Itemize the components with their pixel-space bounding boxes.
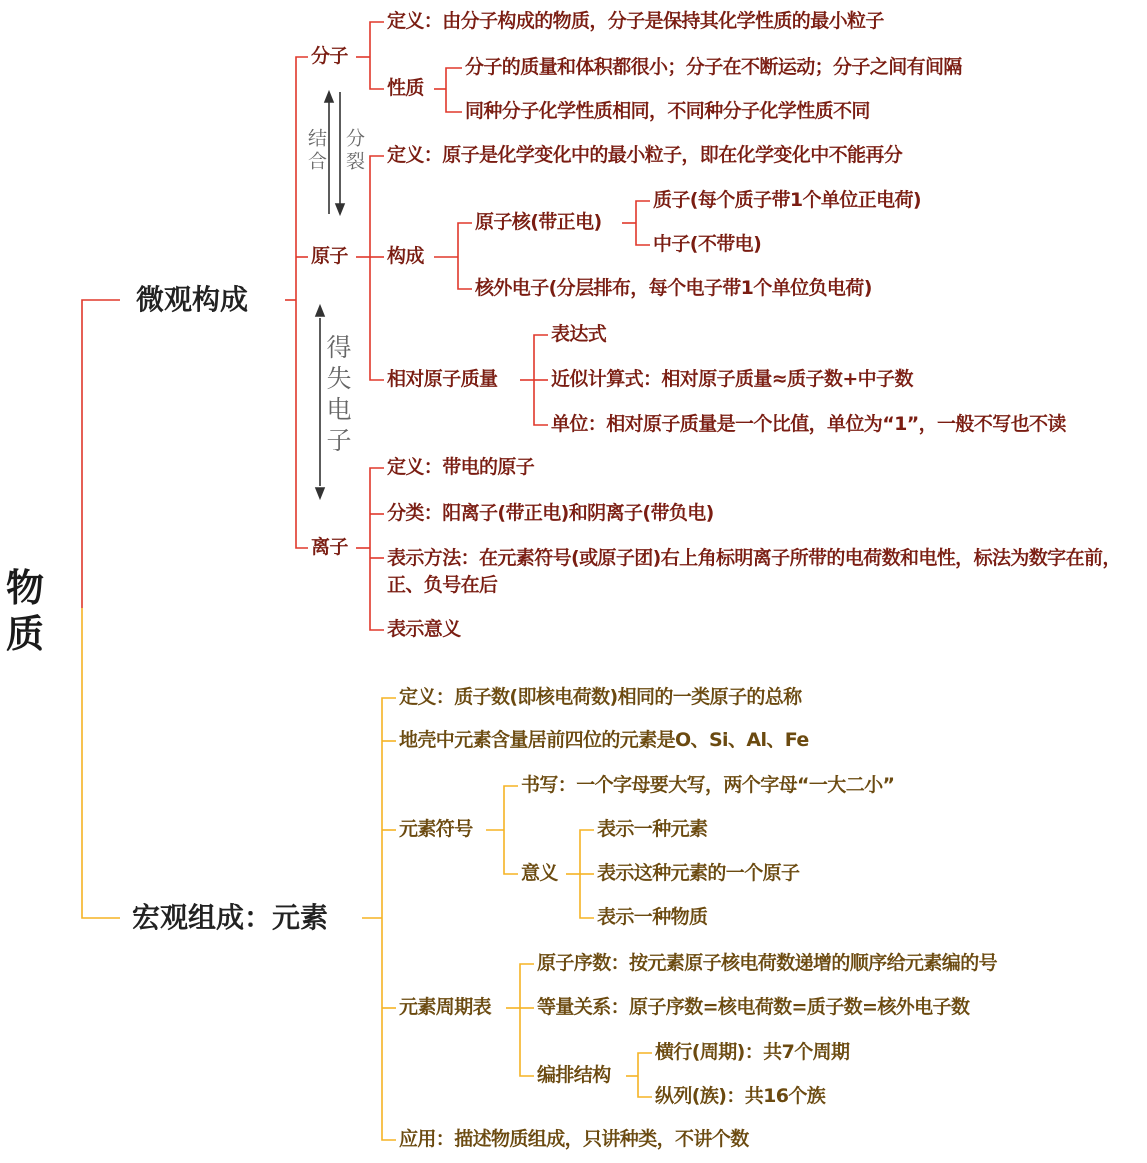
ion-classification: 分类：阳离子(带正电)和阴离子(带负电): [387, 502, 714, 524]
gain-lose-electron-label: 得失电子: [323, 334, 352, 458]
table-layout-node: 编排结构: [537, 1064, 611, 1086]
root-node: 物质: [6, 566, 45, 656]
symbol-meaning-3: 表示一种物质: [597, 906, 708, 928]
ram-expression: 表达式: [551, 323, 607, 345]
element-application: 应用：描述物质组成，只讲种类，不讲个数: [399, 1128, 749, 1150]
ion-def: 定义：带电的原子: [387, 456, 535, 478]
crust-elements: 地壳中元素含量居前四位的元素是O、Si、Al、Fe: [399, 729, 809, 751]
molecule-node: 分子: [311, 45, 348, 67]
equality-relation: 等量关系：原子序数=核电荷数=质子数=核外电子数: [537, 996, 970, 1018]
neutron-text: 中子(不带电): [653, 233, 762, 255]
atom-struct-node: 构成: [387, 245, 424, 267]
nucleus-node: 原子核(带正电): [475, 211, 602, 233]
element-def: 定义：质子数(即核电荷数)相同的一类原子的总称: [399, 686, 802, 708]
symbol-meaning-node: 意义: [521, 862, 558, 884]
ram-approx-formula: 近似计算式：相对原子质量≈质子数+中子数: [551, 368, 913, 390]
molecule-def: 定义：由分子构成的物质，分子是保持其化学性质的最小粒子: [387, 10, 884, 32]
symbol-meaning-2: 表示这种元素的一个原子: [597, 862, 800, 884]
symbol-meaning-1: 表示一种元素: [597, 818, 708, 840]
atomic-number: 原子序数：按元素原子核电荷数递增的顺序给元素编的号: [537, 952, 998, 974]
electron-text: 核外电子(分层排布，每个电子带1个单位负电荷): [475, 277, 872, 299]
ion-representation: 表示方法：在元素符号(或原子团)右上角标明离子所带的电荷数和电性，标法为数字在前，正、负号在后: [387, 547, 1121, 596]
element-symbol-node: 元素符号: [399, 818, 473, 840]
symbol-writing: 书写：一个字母要大写，两个字母“一大二小”: [521, 774, 895, 796]
macro-title: 宏观组成：元素: [132, 901, 329, 934]
molecule-prop-node: 性质: [387, 77, 424, 99]
proton-text: 质子(每个质子带1个单位正电荷): [653, 189, 921, 211]
ion-node: 离子: [311, 536, 348, 558]
atom-def: 定义：原子是化学变化中的最小粒子，即在化学变化中不能再分: [387, 144, 903, 166]
atom-node: 原子: [311, 245, 348, 267]
molecule-prop-1: 分子的质量和体积都很小；分子在不断运动；分子之间有间隔: [465, 56, 962, 78]
molecule-prop-2: 同种分子化学性质相同，不同种分子化学性质不同: [465, 100, 870, 122]
table-columns: 纵列(族)：共16个族: [655, 1085, 826, 1107]
periodic-table-node: 元素周期表: [399, 996, 492, 1018]
combine-label: 结合: [305, 128, 327, 174]
table-rows: 横行(周期)：共7个周期: [655, 1041, 850, 1063]
ram-unit: 单位：相对原子质量是一个比值，单位为“1”，一般不写也不读: [551, 413, 1066, 435]
ion-meaning: 表示意义: [387, 618, 461, 640]
micro-title: 微观构成: [136, 283, 249, 316]
relative-atomic-mass-node: 相对原子质量: [387, 368, 498, 390]
split-label: 分裂: [343, 128, 365, 174]
